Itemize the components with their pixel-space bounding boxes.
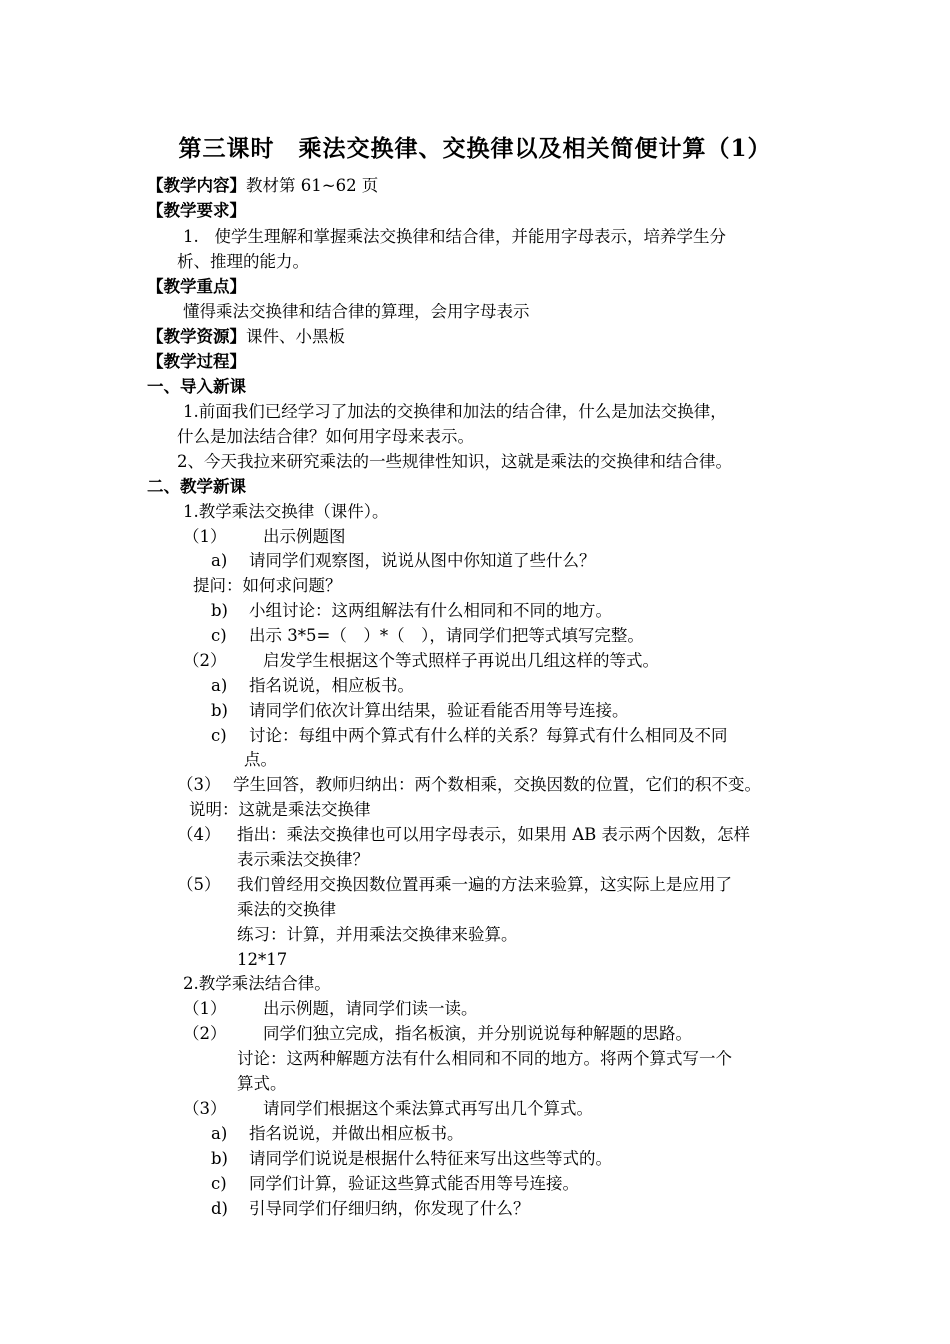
note-line: 说明：这就是乘法交换律 (189, 800, 371, 819)
discuss-line: 讨论：这两种解题方法有什么相同和不同的地方。将两个算式写一个 (237, 1049, 732, 1068)
part1-heading: 一、导入新课 (147, 377, 246, 396)
calc-line: 12*17 (237, 950, 288, 969)
resources-label: 【教学资源】 (147, 327, 246, 346)
list-item: a) 请同学们观察图，说说从图中你知道了些什么？ (211, 551, 596, 570)
part1-paragraph-2: 2、今天我拉来研究乘法的一些规律性知识，这就是乘法的交换律和结合律。 (177, 452, 732, 471)
list-item-cont: 点。 (244, 750, 277, 769)
content-label: 【教学内容】 (147, 176, 246, 195)
keypoint-text: 懂得乘法交换律和结合律的算理，会用字母表示 (183, 302, 530, 321)
requirements-label: 【教学要求】 (147, 201, 246, 220)
section-1-title: 1.教学乘法交换律（课件）。 (183, 502, 389, 521)
list-item: （3） 请同学们根据这个乘法算式再写出几个算式。 (183, 1099, 593, 1118)
list-item: c) 同学们计算，验证这些算式能否用等号连接。 (211, 1174, 579, 1193)
ask-line: 提问：如何求问题？ (193, 576, 342, 595)
list-item: b) 请同学们依次计算出结果，验证看能否用等号连接。 (211, 701, 629, 720)
resources-text: 课件、小黑板 (246, 327, 345, 346)
item-number: 1. (183, 227, 199, 246)
part1-paragraph-1-cont: 什么是加法结合律？如何用字母来表示。 (177, 427, 474, 446)
discuss-line-cont: 算式。 (237, 1074, 287, 1093)
part1-paragraph-1: 1.前面我们已经学习了加法的交换律和加法的结合律，什么是加法交换律， (183, 402, 727, 421)
content-text: 教材第 61~62 页 (246, 176, 379, 195)
list-item: （3） 学生回答，教师归纳出：两个数相乘，交换因数的位置，它们的积不变。 (177, 775, 761, 794)
list-item: c) 讨论：每组中两个算式有什么样的关系？每算式有什么相同及不同 (211, 726, 728, 745)
list-item: a) 指名说说，相应板书。 (211, 676, 414, 695)
list-item-cont: 表示乘法交换律？ (237, 850, 369, 869)
process-label: 【教学过程】 (147, 352, 246, 371)
list-item: b) 请同学们说说是根据什么特征来写出这些等式的。 (211, 1149, 612, 1168)
list-item: （5） 我们曾经用交换因数位置再乘一遍的方法来验算，这实际上是应用了 (177, 875, 732, 894)
requirements-item-1-cont: 析、推理的能力。 (177, 252, 309, 271)
resources-line (147, 325, 345, 349)
part2-heading: 二、教学新课 (147, 477, 246, 496)
section-2-title: 2.教学乘法结合律。 (183, 974, 331, 993)
list-item-cont: 乘法的交换律 (237, 900, 336, 919)
page-title: 第三课时 乘法交换律、交换律以及相关简便计算（1） (178, 135, 772, 162)
requirements-item-1 (183, 225, 726, 249)
item-text: 使学生理解和掌握乘法交换律和结合律，并能用字母表示，培养学生分 (214, 227, 726, 246)
list-item: （1） 出示例题，请同学们读一读。 (183, 999, 478, 1018)
list-item: a) 指名说说，并做出相应板书。 (211, 1124, 464, 1143)
list-item: （2） 启发学生根据这个等式照样子再说出几组这样的等式。 (183, 651, 659, 670)
content-line (147, 174, 378, 198)
list-item: （1） 出示例题图 (183, 527, 346, 546)
list-item: c) 出示 3*5=（ ）*（ ），请同学们把等式填写完整。 (211, 626, 644, 645)
list-item: （4） 指出：乘法交换律也可以用字母表示，如果用 AB 表示两个因数，怎样 (177, 825, 751, 844)
list-item: （2） 同学们独立完成，指名板演，并分别说说每种解题的思路。 (183, 1024, 692, 1043)
keypoint-label: 【教学重点】 (147, 277, 246, 296)
list-item: d) 引导同学们仔细归纳，你发现了什么？ (211, 1199, 530, 1218)
practice-line: 练习：计算，并用乘法交换律来验算。 (237, 925, 518, 944)
list-item: b) 小组讨论：这两组解法有什么相同和不同的地方。 (211, 601, 612, 620)
